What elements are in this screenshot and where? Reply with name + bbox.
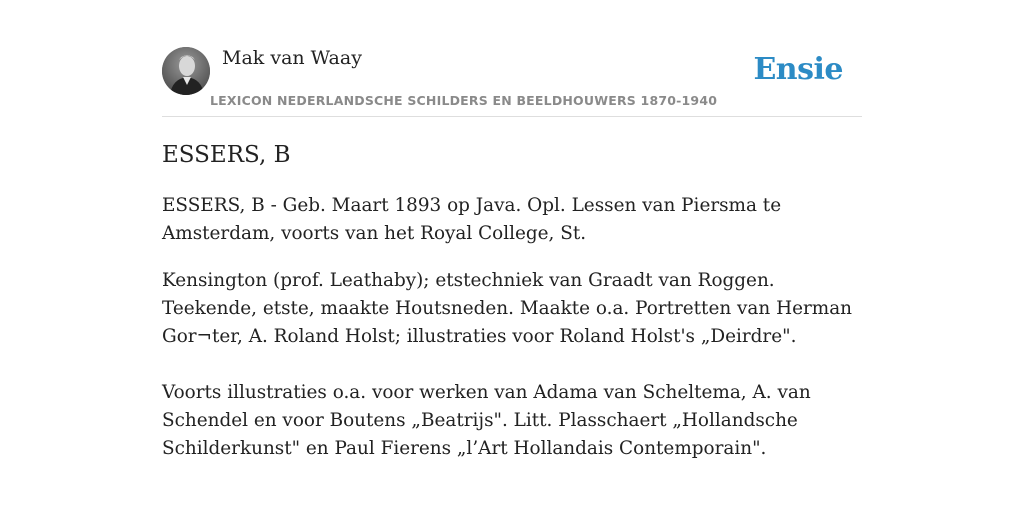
article-paragraph: Voorts illustraties o.a. voor werken van Adama van Scheltema, A. van Schendel en voor Boutens „Beatrijs". Litt. Plasschaert „Hollandsche Schilderkunst" en Paul Fierens „l’Art Hollandais Contemporain". [162,382,811,459]
article-paragraph: Kensington (prof. Leathaby); etstechniek van Graadt van Roggen. Teekende, etste, maakte Houtsneden. Maakte o.a. Portretten van Herman Gor¬ter, A. Roland Holst; illustraties voor Roland Holst's „Deirdre". [162,270,853,347]
source-lexicon-link[interactable]: LEXICON NEDERLANDSCHE SCHILDERS EN BEELDHOUWERS 1870-1940 [210,93,718,108]
brand-logo[interactable]: Ensie [753,52,843,87]
article-paragraph: ESSERS, B - Geb. Maart 1893 op Java. Opl. Lessen van Piersma te Amsterdam, voorts van het Royal College, St. [162,195,782,244]
author-portrait-image [162,47,210,95]
article-body [162,192,867,482]
article-title: ESSERS, B [162,142,291,168]
header [162,0,862,117]
page [162,0,862,459]
author-name[interactable]: Mak van Waay [222,47,362,69]
author-avatar[interactable] [162,47,210,95]
